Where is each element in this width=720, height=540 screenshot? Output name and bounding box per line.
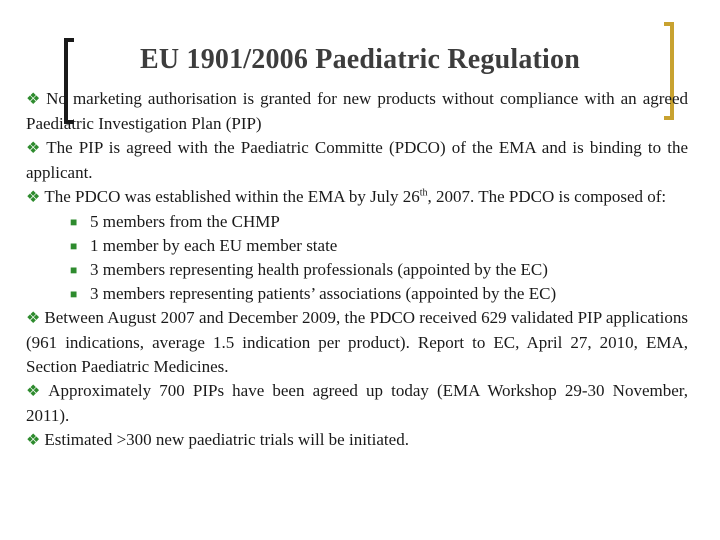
square-bullet-icon: ■ — [70, 263, 78, 277]
diamond-bullet-icon: ❖ — [26, 432, 41, 449]
diamond-bullet-icon: ❖ — [26, 140, 43, 157]
bullet-paragraph — [26, 306, 688, 379]
sub-item-text: 3 members representing patients’ associations (appointed by the EC) — [90, 284, 557, 303]
sub-list-item — [26, 258, 688, 282]
paragraph-text: Between August 2007 and December 2009, the PDCO received 629 validated PIP applications (961 indications, average 1.5 indication per product). Report to EC, April 27, 2010, EMA, Section Paediatric Medicines. — [26, 308, 688, 376]
sub-list-item — [26, 210, 688, 234]
bullet-paragraph — [26, 136, 688, 185]
square-bullet-icon: ■ — [70, 287, 78, 301]
bullet-paragraph — [26, 87, 688, 136]
bullet-paragraph — [26, 185, 688, 210]
bullet-paragraph — [26, 379, 688, 428]
paragraph-text: The PDCO was established within the EMA by July 26 — [44, 187, 420, 206]
sub-item-text: 5 members from the CHMP — [90, 212, 280, 231]
superscript: th — [419, 187, 428, 199]
slide-title: EU 1901/2006 Paediatric Regulation — [140, 44, 580, 75]
sub-item-text: 3 members representing health professionals (appointed by the EC) — [90, 260, 548, 279]
diamond-bullet-icon: ❖ — [26, 383, 45, 400]
paragraph-text: , 2007. The PDCO is composed of: — [427, 187, 667, 206]
diamond-bullet-icon: ❖ — [26, 310, 41, 327]
bullet-paragraph — [26, 428, 688, 453]
paragraph-text: No marketing authorisation is granted for new products without compliance with an agreed Paediatric Investigation Plan (PIP) — [26, 89, 688, 133]
square-bullet-icon: ■ — [70, 215, 78, 229]
sub-item-text: 1 member by each EU member state — [90, 236, 338, 255]
paragraph-text: The PIP is agreed with the Paediatric Committe (PDCO) of the EMA and is binding to the applicant. — [26, 138, 689, 182]
sub-list-item — [26, 282, 688, 306]
sub-list-item — [26, 234, 688, 258]
diamond-bullet-icon: ❖ — [26, 189, 41, 206]
paragraph-text: Approximately 700 PIPs have been agreed up today (EMA Workshop 29-30 November, 2011). — [26, 381, 688, 425]
square-bullet-icon: ■ — [70, 239, 78, 253]
slide-body — [26, 87, 688, 453]
diamond-bullet-icon: ❖ — [26, 91, 43, 108]
paragraph-text: Estimated >300 new paediatric trials will be initiated. — [44, 430, 409, 449]
